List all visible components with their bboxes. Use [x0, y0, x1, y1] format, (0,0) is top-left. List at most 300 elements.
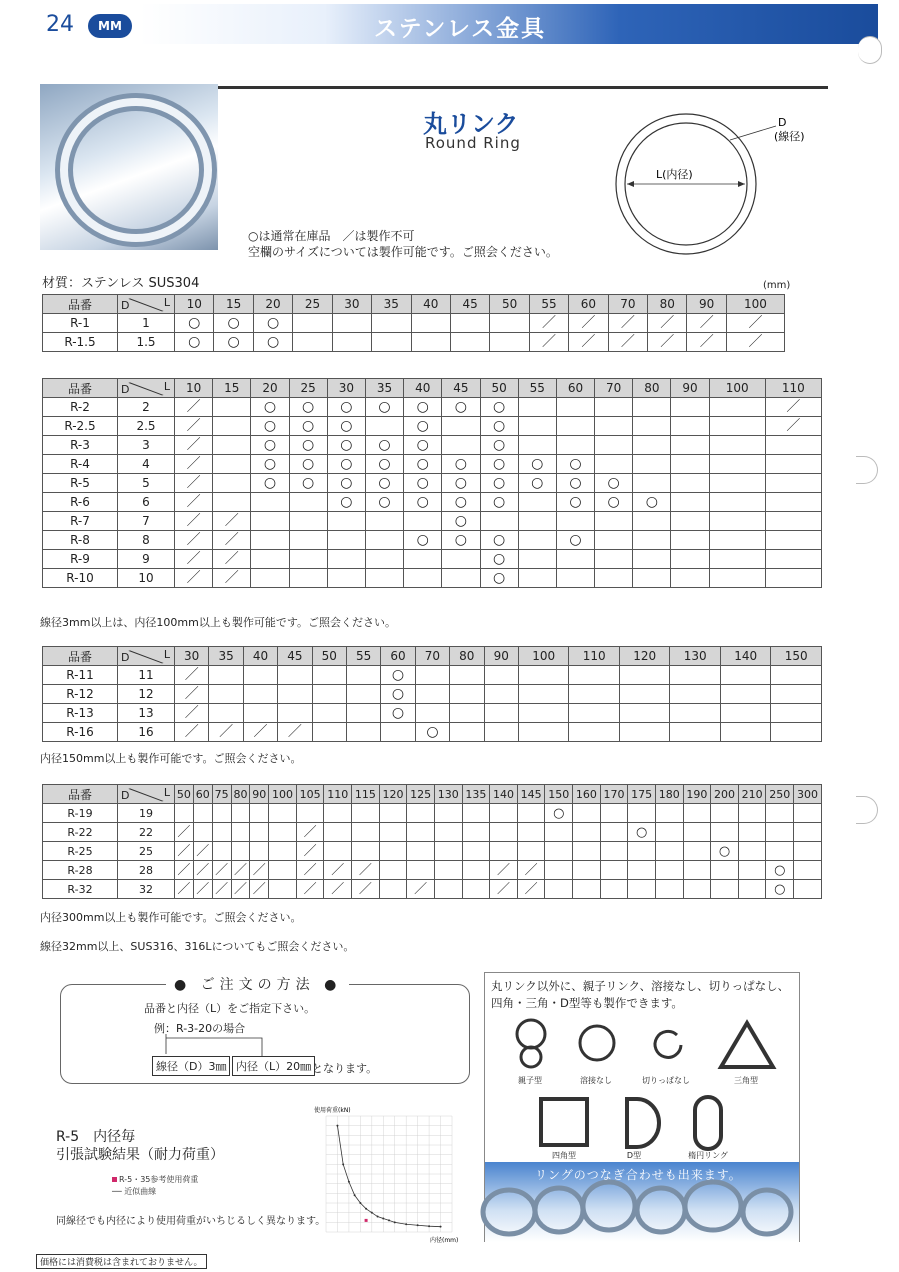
- column-header: 120: [619, 647, 670, 666]
- header-code: 品番: [43, 785, 118, 804]
- availability-cell: ／: [175, 417, 213, 436]
- availability-cell: ／: [231, 861, 250, 880]
- availability-cell: [209, 685, 243, 704]
- table-row: [43, 436, 822, 455]
- availability-cell: [269, 804, 297, 823]
- row-diameter: 16: [118, 723, 175, 742]
- availability-cell: ／: [517, 861, 545, 880]
- l-label: L(内径): [656, 168, 693, 181]
- availability-cell: [794, 823, 822, 842]
- availability-cell: [213, 474, 251, 493]
- data-point: [382, 1217, 384, 1219]
- availability-cell: [573, 823, 601, 842]
- header-corner: [118, 785, 175, 804]
- column-header: 20: [251, 379, 289, 398]
- availability-cell: [711, 804, 739, 823]
- availability-cell: [213, 455, 251, 474]
- availability-cell: [709, 436, 765, 455]
- availability-cell: [250, 823, 269, 842]
- availability-cell: ○: [327, 455, 365, 474]
- availability-cell: [193, 804, 212, 823]
- row-diameter: 3: [118, 436, 175, 455]
- availability-cell: ／: [569, 333, 608, 352]
- availability-cell: [212, 823, 231, 842]
- availability-cell: [484, 723, 518, 742]
- availability-cell: ○: [480, 569, 518, 588]
- column-header: 110: [765, 379, 821, 398]
- availability-cell: [711, 861, 739, 880]
- availability-cell: ／: [193, 842, 212, 861]
- availability-cell: [269, 861, 297, 880]
- column-header: 200: [711, 785, 739, 804]
- availability-cell: [765, 474, 821, 493]
- availability-cell: [379, 861, 407, 880]
- availability-cell: ○: [442, 474, 480, 493]
- availability-cell: [442, 550, 480, 569]
- availability-cell: ／: [193, 861, 212, 880]
- availability-cell: ／: [193, 880, 212, 899]
- row-code: R-1: [43, 314, 118, 333]
- availability-cell: [765, 512, 821, 531]
- availability-cell: [327, 531, 365, 550]
- graph-points: [336, 1125, 441, 1228]
- availability-cell: [619, 723, 670, 742]
- legend-curve: ── 近似曲線: [112, 1187, 157, 1196]
- header-corner: [118, 647, 175, 666]
- availability-cell: [193, 823, 212, 842]
- availability-cell: [296, 804, 324, 823]
- availability-cell: ○: [404, 417, 442, 436]
- availability-cell: [269, 880, 297, 899]
- header-d: D: [121, 789, 130, 802]
- row-code: R-19: [43, 804, 118, 823]
- availability-cell: [269, 842, 297, 861]
- binder-tab-mid: [856, 456, 878, 484]
- availability-cell: ○: [595, 474, 633, 493]
- availability-cell: ／: [765, 417, 821, 436]
- availability-cell: [278, 685, 312, 704]
- availability-cell: ○: [415, 723, 449, 742]
- availability-cell: ○: [480, 436, 518, 455]
- availability-cell: [518, 569, 556, 588]
- row-code: R-7: [43, 512, 118, 531]
- availability-cell: [671, 512, 709, 531]
- availability-cell: [655, 804, 683, 823]
- availability-cell: [765, 493, 821, 512]
- availability-cell: [231, 804, 250, 823]
- availability-cell: ／: [175, 512, 213, 531]
- availability-cell: [600, 823, 628, 842]
- availability-cell: ／: [175, 436, 213, 455]
- availability-cell: [462, 823, 490, 842]
- label-triangle: 三角型: [734, 1076, 758, 1085]
- column-header: 30: [175, 647, 209, 666]
- column-header: 175: [628, 785, 656, 804]
- availability-cell: ○: [175, 314, 214, 333]
- availability-cell: ○: [251, 417, 289, 436]
- availability-cell: [595, 531, 633, 550]
- availability-cell: ／: [175, 723, 209, 742]
- approx-curve: [337, 1126, 440, 1227]
- availability-cell: [332, 314, 371, 333]
- availability-cell: [404, 569, 442, 588]
- row-code: R-3: [43, 436, 118, 455]
- column-header: 30: [332, 295, 371, 314]
- availability-cell: ／: [213, 569, 251, 588]
- availability-cell: [671, 455, 709, 474]
- availability-cell: ○: [251, 398, 289, 417]
- availability-cell: ○: [253, 333, 292, 352]
- availability-cell: ／: [765, 398, 821, 417]
- legend-reference: R-5・35参考使用荷重: [112, 1174, 198, 1185]
- column-header: 80: [231, 785, 250, 804]
- availability-cell: ／: [175, 398, 213, 417]
- header-corner: [118, 379, 175, 398]
- availability-cell: [462, 880, 490, 899]
- availability-cell: [352, 823, 380, 842]
- availability-cell: [442, 569, 480, 588]
- table-header-row: [43, 379, 822, 398]
- availability-cell: ○: [480, 531, 518, 550]
- availability-cell: [404, 550, 442, 569]
- availability-cell: [569, 685, 620, 704]
- availability-cell: [490, 804, 518, 823]
- availability-cell: ／: [175, 531, 213, 550]
- availability-cell: [352, 842, 380, 861]
- availability-cell: ／: [648, 314, 687, 333]
- availability-cell: [324, 823, 352, 842]
- availability-cell: ○: [327, 436, 365, 455]
- availability-cell: [251, 531, 289, 550]
- availability-cell: ／: [209, 723, 243, 742]
- availability-cell: ／: [212, 880, 231, 899]
- availability-cell: [518, 436, 556, 455]
- oval-ring-icon: [695, 1097, 721, 1149]
- availability-cell: ／: [175, 842, 194, 861]
- availability-cell: ／: [687, 314, 726, 333]
- availability-cell: [312, 666, 346, 685]
- row-code: R-28: [43, 861, 118, 880]
- availability-cell: [709, 493, 765, 512]
- availability-cell: [231, 842, 250, 861]
- availability-cell: ○: [365, 455, 403, 474]
- data-point: [371, 1212, 373, 1214]
- availability-cell: [655, 861, 683, 880]
- availability-cell: ○: [556, 493, 594, 512]
- availability-cell: [709, 512, 765, 531]
- availability-cell: [175, 804, 194, 823]
- availability-cell: [480, 512, 518, 531]
- column-header: 25: [289, 379, 327, 398]
- row-diameter: 4: [118, 455, 175, 474]
- availability-cell: [569, 666, 620, 685]
- availability-cell: ／: [243, 723, 277, 742]
- availability-cell: [670, 723, 721, 742]
- availability-cell: [595, 569, 633, 588]
- unit-label: (mm): [763, 280, 791, 291]
- availability-cell: [518, 666, 569, 685]
- column-header: 130: [670, 647, 721, 666]
- table-header-row: [43, 647, 822, 666]
- data-point: [405, 1223, 407, 1225]
- availability-cell: [683, 823, 711, 842]
- availability-cell: [324, 842, 352, 861]
- test-title-2: 引張試験結果（耐力荷重）: [56, 1147, 224, 1163]
- blank-legend: 空欄のサイズについては製作可能です。ご照会ください。: [248, 245, 558, 259]
- availability-cell: [289, 550, 327, 569]
- availability-cell: [683, 804, 711, 823]
- availability-cell: ／: [352, 880, 380, 899]
- availability-cell: [771, 723, 822, 742]
- availability-cell: ／: [175, 493, 213, 512]
- availability-cell: ／: [517, 880, 545, 899]
- column-header: 80: [450, 647, 484, 666]
- availability-cell: [251, 569, 289, 588]
- availability-cell: [518, 512, 556, 531]
- column-header: 50: [175, 785, 194, 804]
- table-row: [43, 569, 822, 588]
- availability-cell: ／: [213, 512, 251, 531]
- availability-cell: [250, 804, 269, 823]
- availability-cell: ○: [381, 704, 415, 723]
- availability-cell: [600, 804, 628, 823]
- availability-cell: [671, 569, 709, 588]
- availability-cell: ○: [253, 314, 292, 333]
- row-diameter: 7: [118, 512, 175, 531]
- availability-cell: [671, 550, 709, 569]
- availability-cell: [595, 417, 633, 436]
- availability-cell: ○: [518, 474, 556, 493]
- availability-cell: ／: [648, 333, 687, 352]
- column-header: 70: [415, 647, 449, 666]
- availability-cell: [794, 804, 822, 823]
- test-title-1: R-5 内径毎: [56, 1129, 136, 1145]
- availability-cell: ○: [175, 333, 214, 352]
- availability-cell: [628, 880, 656, 899]
- availability-cell: [209, 704, 243, 723]
- availability-cell: [213, 417, 251, 436]
- column-header: 105: [296, 785, 324, 804]
- column-header: 45: [450, 295, 489, 314]
- availability-cell: [573, 880, 601, 899]
- availability-cell: ○: [404, 398, 442, 417]
- availability-cell: [619, 704, 670, 723]
- availability-cell: [434, 823, 462, 842]
- square-ring-icon: [541, 1099, 587, 1145]
- availability-cell: [434, 842, 462, 861]
- table-row: [43, 666, 822, 685]
- column-header: 90: [484, 647, 518, 666]
- availability-cell: [404, 512, 442, 531]
- header-corner: [118, 295, 175, 314]
- availability-cell: [628, 842, 656, 861]
- column-header: 35: [209, 647, 243, 666]
- availability-cell: [379, 842, 407, 861]
- column-header: 10: [175, 379, 213, 398]
- table-row: [43, 704, 822, 723]
- row-code: R-13: [43, 704, 118, 723]
- availability-cell: [794, 842, 822, 861]
- availability-cell: [771, 704, 822, 723]
- availability-cell: ○: [251, 455, 289, 474]
- row-diameter: 12: [118, 685, 175, 704]
- brand-logo: MM: [88, 14, 132, 38]
- column-header: 45: [278, 647, 312, 666]
- material-label: 材質：ステンレス SUS304: [42, 276, 200, 291]
- availability-cell: ○: [327, 474, 365, 493]
- row-code: R-4: [43, 455, 118, 474]
- availability-cell: [484, 666, 518, 685]
- table-row: [43, 531, 822, 550]
- availability-cell: [518, 550, 556, 569]
- order-ending: となります。: [312, 1062, 378, 1075]
- availability-cell: [600, 880, 628, 899]
- column-header: 145: [517, 785, 545, 804]
- availability-cell: [243, 704, 277, 723]
- table-row: [43, 861, 822, 880]
- table-row: [43, 723, 822, 742]
- availability-cell: [346, 685, 380, 704]
- table-row: [43, 417, 822, 436]
- availability-cell: [670, 666, 721, 685]
- availability-cell: [269, 823, 297, 842]
- availability-cell: ○: [545, 804, 573, 823]
- row-diameter: 13: [118, 704, 175, 723]
- availability-cell: [365, 417, 403, 436]
- availability-cell: [518, 685, 569, 704]
- column-header: 110: [324, 785, 352, 804]
- header-code: 品番: [43, 295, 118, 314]
- graph-x-title: 内径(mm): [430, 1237, 459, 1244]
- table-row: [43, 804, 822, 823]
- row-code: R-16: [43, 723, 118, 742]
- materials-note: 線径32mm以上、SUS316、316Lについてもご照会ください。: [40, 940, 355, 953]
- availability-cell: [556, 417, 594, 436]
- spec-table-3: [42, 646, 822, 742]
- availability-cell: ／: [490, 861, 518, 880]
- column-header: 100: [709, 379, 765, 398]
- availability-cell: [595, 512, 633, 531]
- availability-cell: ○: [480, 398, 518, 417]
- row-code: R-8: [43, 531, 118, 550]
- availability-cell: [633, 512, 671, 531]
- column-header: 100: [726, 295, 784, 314]
- availability-cell: [628, 804, 656, 823]
- availability-cell: [709, 417, 765, 436]
- availability-cell: [517, 804, 545, 823]
- availability-cell: [243, 666, 277, 685]
- availability-cell: [209, 666, 243, 685]
- availability-cell: [655, 880, 683, 899]
- label-cut: 切りっぱなし: [642, 1076, 690, 1085]
- row-code: R-1.5: [43, 333, 118, 352]
- availability-cell: [709, 531, 765, 550]
- availability-cell: [709, 474, 765, 493]
- availability-cell: [231, 823, 250, 842]
- availability-cell: ○: [442, 398, 480, 417]
- column-header: 60: [381, 647, 415, 666]
- availability-cell: ／: [175, 666, 209, 685]
- column-header: 55: [346, 647, 380, 666]
- availability-cell: [442, 436, 480, 455]
- ring-photo-illustration: [40, 84, 218, 250]
- availability-cell: [671, 531, 709, 550]
- order-example: 例：R-3-20の場合: [154, 1022, 246, 1035]
- row-diameter: 1.5: [118, 333, 175, 352]
- column-header: 90: [250, 785, 269, 804]
- availability-cell: [619, 685, 670, 704]
- availability-cell: [327, 550, 365, 569]
- table-4-footnote: 内径300mm以上も製作可能です。ご照会ください。: [40, 911, 302, 924]
- spec-table-4: [42, 784, 822, 899]
- availability-cell: [766, 823, 794, 842]
- availability-cell: [415, 666, 449, 685]
- column-header: 30: [327, 379, 365, 398]
- availability-cell: [251, 512, 289, 531]
- data-point: [394, 1221, 396, 1223]
- table-row: [43, 685, 822, 704]
- variants-text: 丸リンク以外に、親子リンク、溶接なし、切りっぱなし、四角・三角・D型等も製作できます。: [491, 979, 790, 1010]
- availability-cell: ○: [404, 531, 442, 550]
- availability-cell: [709, 398, 765, 417]
- table-header-row: [43, 785, 822, 804]
- row-code: R-2: [43, 398, 118, 417]
- row-diameter: 28: [118, 861, 175, 880]
- column-header: 115: [352, 785, 380, 804]
- header-d: D: [121, 383, 130, 396]
- column-header: 90: [671, 379, 709, 398]
- availability-cell: ○: [289, 417, 327, 436]
- spec-table-1: [42, 294, 785, 352]
- availability-cell: ／: [324, 880, 352, 899]
- availability-cell: [671, 436, 709, 455]
- column-header: 35: [365, 379, 403, 398]
- column-header: 150: [771, 647, 822, 666]
- data-point: [388, 1219, 390, 1221]
- column-header: 50: [480, 379, 518, 398]
- availability-cell: [365, 531, 403, 550]
- wire-diameter-leader: [730, 126, 776, 140]
- availability-cell: [518, 531, 556, 550]
- availability-cell: [766, 842, 794, 861]
- column-header: 60: [556, 379, 594, 398]
- availability-cell: ／: [296, 861, 324, 880]
- availability-cell: [250, 842, 269, 861]
- row-code: R-9: [43, 550, 118, 569]
- table-3-footnote: 内径150mm以上も製作可能です。ご照会ください。: [40, 752, 302, 765]
- availability-cell: [213, 398, 251, 417]
- availability-cell: [633, 550, 671, 569]
- availability-cell: [332, 333, 371, 352]
- availability-cell: ○: [404, 493, 442, 512]
- availability-cell: ／: [175, 861, 194, 880]
- product-name-jp: 丸リンク: [423, 110, 519, 138]
- availability-cell: ○: [365, 436, 403, 455]
- availability-cell: ／: [175, 685, 209, 704]
- table-row: [43, 880, 822, 899]
- availability-cell: [545, 880, 573, 899]
- availability-cell: [683, 880, 711, 899]
- availability-cell: ○: [556, 455, 594, 474]
- availability-cell: [711, 880, 739, 899]
- availability-cell: [212, 804, 231, 823]
- availability-cell: [327, 512, 365, 531]
- availability-cell: [289, 512, 327, 531]
- row-code: R-22: [43, 823, 118, 842]
- column-header: 120: [379, 785, 407, 804]
- availability-cell: [407, 861, 435, 880]
- column-header: 50: [490, 295, 529, 314]
